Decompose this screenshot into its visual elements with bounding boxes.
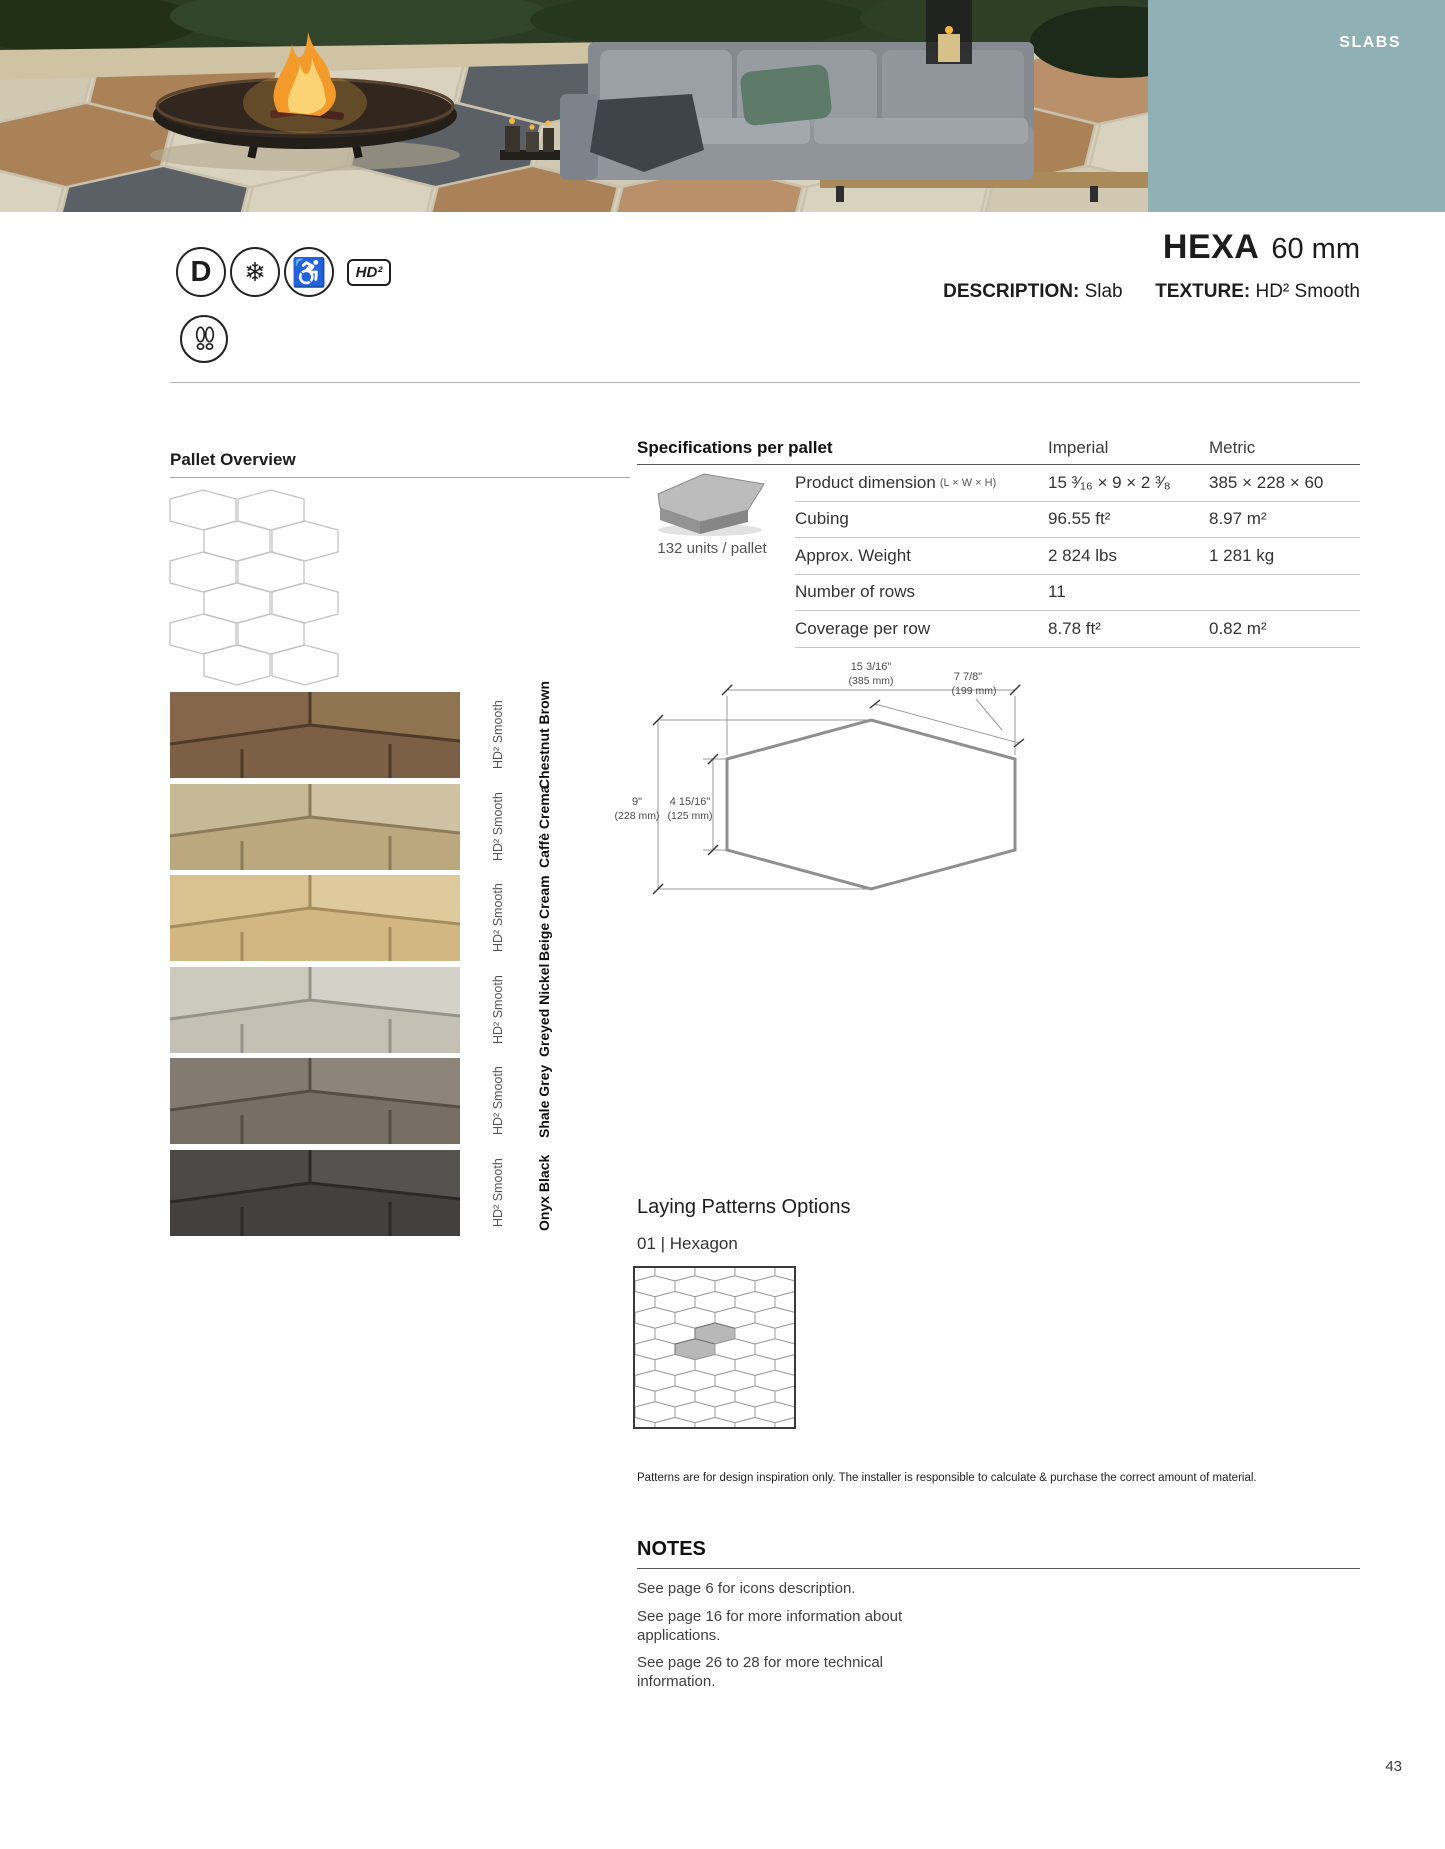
swatch-color-name: Onyx Black <box>536 1154 552 1232</box>
svg-text:7 7/8": 7 7/8" <box>953 671 983 683</box>
notes-list <box>637 1580 942 1701</box>
wheelchair-accessible-icon: ♿ <box>284 247 334 297</box>
pallet-unit-thumbnail <box>648 466 774 538</box>
swatch-color-name: Chestnut Brown <box>536 680 552 790</box>
swatch-greyed-nickel <box>170 967 460 1053</box>
spec-title: Specifications per pallet <box>637 438 833 457</box>
svg-text:4 15/16": 4 15/16" <box>669 796 711 808</box>
description-value: Slab <box>1084 281 1123 302</box>
swatch-texture-label: HD² Smooth <box>491 975 505 1045</box>
product-title: HEXA <box>1162 228 1260 266</box>
swatch-texture-label: HD² Smooth <box>491 1066 505 1136</box>
hd2-technology-icon: HD² <box>347 259 391 286</box>
swatch-caffe-crema <box>170 784 460 870</box>
svg-text:(385 mm): (385 mm) <box>848 675 894 687</box>
laying-patterns-title: Laying Patterns Options <box>637 1196 851 1218</box>
page-number: 43 <box>1385 1758 1402 1775</box>
swatch-texture-label: HD² Smooth <box>491 1158 505 1228</box>
swatch-texture-label: HD² Smooth <box>491 700 505 770</box>
pallet-overview-divider <box>170 477 630 478</box>
pattern-option-label: 01 | Hexagon <box>637 1234 738 1253</box>
product-dimension-drawing <box>540 562 1100 907</box>
texture-label: TEXTURE: <box>1155 281 1251 302</box>
svg-text:(199 mm): (199 mm) <box>951 685 997 697</box>
note-item: See page 16 for more information about applications. <box>637 1607 903 1644</box>
section-label: SLABS <box>1339 34 1401 51</box>
table-row: Cubing 96.55 ft² 8.97 m² <box>795 502 1360 539</box>
hero-photo <box>0 0 1148 212</box>
note-item: See page 6 for icons description. <box>637 1580 856 1597</box>
swatch-beige-cream <box>170 875 460 961</box>
description-label: DESCRIPTION: <box>943 281 1080 302</box>
swatch-texture-label: HD² Smooth <box>491 792 505 862</box>
product-thickness: 60 mm <box>1271 233 1360 265</box>
frost-resistant-icon: ❄ <box>230 247 280 297</box>
swatch-color-name: Beige Cream <box>536 875 552 961</box>
units-per-pallet: 132 units / pallet <box>657 540 767 557</box>
table-row: Approx. Weight 2 824 lbs 1 281 kg <box>795 538 1360 575</box>
pallet-overview-diagram <box>168 488 352 710</box>
note-item: See page 26 to 28 for more technical information. <box>637 1654 883 1690</box>
swatch-chestnut-brown <box>170 692 460 778</box>
table-row: Number of rows 11 <box>795 575 1360 612</box>
product-subtitle <box>943 281 1360 303</box>
section-tab <box>1148 0 1445 212</box>
hexagon-pattern-diagram <box>633 1266 796 1429</box>
spec-col-imperial: Imperial <box>1048 438 1109 457</box>
spec-table-header <box>637 438 1360 462</box>
notes-divider <box>637 1568 1360 1569</box>
hero-photo-illustration <box>0 0 1148 212</box>
green-pillow <box>739 64 832 127</box>
svg-text:(228 mm): (228 mm) <box>614 810 660 822</box>
table-row: Coverage per row 8.78 ft² 0.82 m² <box>795 611 1360 648</box>
product-title-block <box>943 228 1360 303</box>
svg-text:15 3/16": 15 3/16" <box>850 661 892 673</box>
pallet-overview-title: Pallet Overview <box>170 450 296 469</box>
table-row: Product dimension (L × W × H) 15 ³⁄₁₆ × 9 × 2 ³⁄₈ 385 × 228 × 60 <box>795 465 1360 502</box>
swatch-shale-grey <box>170 1058 460 1144</box>
pattern-disclaimer: Patterns are for design inspiration only. The installer is responsible to calculate & purchase the correct amount of material. <box>637 1472 1257 1484</box>
swatch-onyx-black <box>170 1150 460 1236</box>
swatch-color-name: Caffè Crema <box>536 785 552 869</box>
texture-value: HD² Smooth <box>1255 281 1360 302</box>
notes-title: NOTES <box>637 1538 706 1560</box>
svg-text:(125 mm): (125 mm) <box>667 810 713 822</box>
swatch-texture-label: HD² Smooth <box>491 883 505 953</box>
swatch-color-name: Shale Grey <box>536 1064 552 1138</box>
svg-text:9": 9" <box>631 796 643 808</box>
spec-col-metric: Metric <box>1209 438 1256 457</box>
header-divider <box>170 382 1360 383</box>
drainage-d-icon: D <box>176 247 226 297</box>
footprints-icon <box>180 315 228 363</box>
swatch-color-name: Greyed Nickel <box>536 963 552 1057</box>
